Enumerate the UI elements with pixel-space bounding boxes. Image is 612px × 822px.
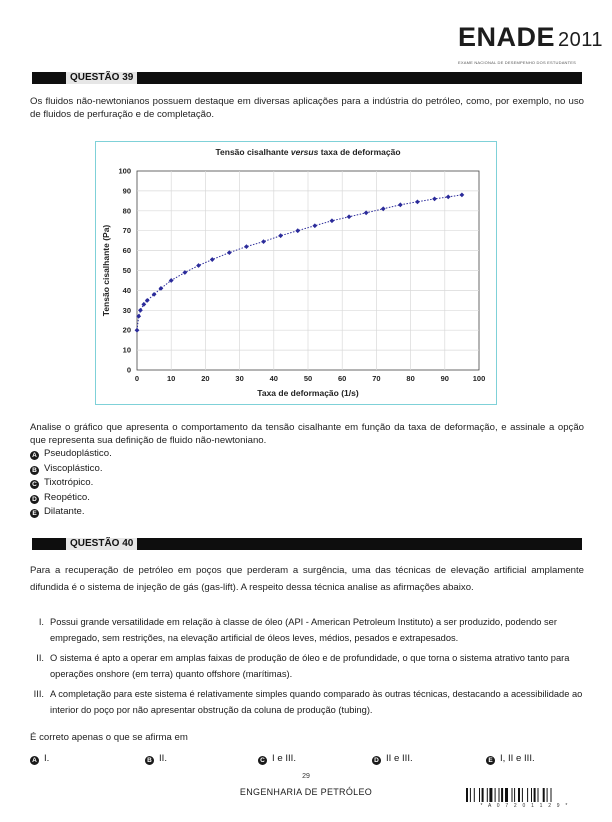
y-tick-label: 10 <box>122 345 131 355</box>
barcode-bar <box>534 788 536 802</box>
y-tick-label: 70 <box>122 226 131 236</box>
barcode-bar <box>527 788 528 802</box>
chart-container <box>95 141 497 405</box>
barcode-bar <box>495 788 496 802</box>
option-c[interactable]: C Tixotrópico. <box>30 477 112 492</box>
question-40-banner <box>32 538 582 550</box>
x-tick-label: 0 <box>134 374 140 383</box>
x-tick-label: 100 <box>472 374 486 383</box>
option-letter-badge: E <box>486 756 495 765</box>
question-39-label: QUESTÃO 39 <box>66 72 137 84</box>
option-d[interactable]: D II e III. <box>372 753 413 765</box>
barcode-bar <box>505 788 508 802</box>
x-tick-label: 80 <box>406 374 415 383</box>
x-tick-label: 10 <box>167 374 176 383</box>
x-tick-label: 90 <box>440 374 449 383</box>
question-40-prompt: É correto apenas o que se afirma em <box>30 732 188 743</box>
x-tick-label: 40 <box>269 374 278 383</box>
y-tick-label: 40 <box>122 285 131 295</box>
y-tick-label: 50 <box>122 266 131 275</box>
barcode-bar <box>466 788 468 802</box>
exam-logo: ENADE 2011 <box>458 22 604 52</box>
option-letter-badge: C <box>30 480 39 489</box>
barcode-bar <box>551 788 552 802</box>
page-number: 29 <box>302 773 310 780</box>
barcode <box>466 788 584 802</box>
option-c[interactable]: C I e III. <box>258 753 296 765</box>
y-tick-label: 60 <box>122 246 131 256</box>
option-b[interactable]: B II. <box>145 753 167 765</box>
option-letter-badge: A <box>30 451 39 460</box>
option-letter-badge: D <box>372 756 381 765</box>
barcode-bar <box>479 788 480 802</box>
option-d[interactable]: D Reopético. <box>30 492 112 507</box>
question-40-statements <box>30 614 584 718</box>
statement-iii: III. A completação para este sistema é relativamente simples quando comparado às outras técnicas, destacando a acessibilidade ao interior do poço por não apresentar obstrução da coluna de produção (tubing). <box>33 689 583 715</box>
x-axis-label: Taxa de deformação (1/s) <box>257 388 359 398</box>
barcode-number: * A 0 7 2 0 1 1 2 9 * <box>480 803 570 809</box>
statement-ii: II. O sistema é apto a operar em amplas faixas de produção de óleo e de profundidade, o que torna o sistema atrativo tanto para operações onshore (em terra) quanto offshore (marítimas). <box>36 653 570 679</box>
shear-stress-chart <box>96 142 496 404</box>
option-e[interactable]: E I, II e III. <box>486 753 535 765</box>
option-b[interactable]: B Viscoplástico. <box>30 463 112 478</box>
option-letter-badge: C <box>258 756 267 765</box>
x-tick-label: 70 <box>372 374 381 383</box>
option-a[interactable]: A Pseudoplástico. <box>30 448 112 463</box>
barcode-bar <box>547 788 548 802</box>
y-tick-label: 100 <box>118 166 131 176</box>
barcode-bar <box>538 788 539 802</box>
question-39-prompt: Analise o gráfico que apresenta o comportamento da tensão cisalhante em função da taxa de deformação, e assinale a opção que representa sua definição de fluido não-newtoniano. <box>30 422 584 446</box>
y-tick-label: 20 <box>122 325 131 335</box>
x-tick-label: 60 <box>338 374 347 383</box>
y-axis-label: Tensão cisalhante (Pa) <box>101 224 111 317</box>
option-letter-badge: E <box>30 509 39 518</box>
barcode-bar <box>531 788 532 802</box>
course-title: ENGENHARIA DE PETRÓLEO <box>239 787 373 797</box>
exam-subtitle: EXAME NACIONAL DE DESEMPENHO DOS ESTUDANTES <box>458 60 577 65</box>
barcode-bar <box>543 788 545 802</box>
question-40-label: QUESTÃO 40 <box>66 538 137 550</box>
question-39-intro: Os fluidos não-newtonianos possuem destaque em diversas aplicações para a indústria do petróleo, como, por exemplo, no uso de fluidos de perfuração e de completação. <box>30 96 584 120</box>
question-39-options <box>30 448 112 521</box>
x-tick-label: 20 <box>201 374 210 383</box>
barcode-bar <box>522 788 523 802</box>
y-tick-label: 0 <box>126 365 131 375</box>
barcode-bar <box>512 788 513 802</box>
y-tick-label: 30 <box>122 305 131 315</box>
option-letter-badge: B <box>30 466 39 475</box>
x-tick-label: 50 <box>303 374 313 383</box>
option-letter-badge: B <box>145 756 154 765</box>
barcode-bar <box>501 788 503 802</box>
barcode-bar <box>474 788 475 802</box>
barcode-bar <box>489 788 492 802</box>
option-a[interactable]: A I. <box>30 753 49 765</box>
option-e[interactable]: E Dilatante. <box>30 506 112 521</box>
question-40-intro: Para a recuperação de petróleo em poços que perderam a surgência, uma das técnicas de elevação artificial amplamente difundida é o sistema de injeção de gás (gas-lift). A respeito dessa técnica analise as afirmações abaixo. <box>30 565 584 593</box>
question-39-banner <box>32 72 582 84</box>
x-tick-label: 30 <box>235 374 244 383</box>
y-tick-label: 80 <box>122 206 131 216</box>
barcode-bar <box>514 788 515 802</box>
statement-i: I. Possui grande versatilidade em relação à classe de óleo (API - American Petroleum Instituto) a ser produzido, podendo ser empregado, sem restrições, na elevação artificial de óleos leves, médios, pesados e extrapesados. <box>38 617 557 643</box>
option-letter-badge: D <box>30 495 39 504</box>
barcode-bar <box>470 788 471 802</box>
exam-year: 2011 <box>558 29 604 51</box>
option-letter-badge: A <box>30 756 39 765</box>
chart-title: Tensão cisalhante versus taxa de deformação <box>215 147 401 157</box>
barcode-bar <box>482 788 484 802</box>
y-tick-label: 90 <box>122 186 131 196</box>
barcode-bar <box>518 788 520 802</box>
barcode-bar <box>499 788 500 802</box>
barcode-bar <box>487 788 488 802</box>
